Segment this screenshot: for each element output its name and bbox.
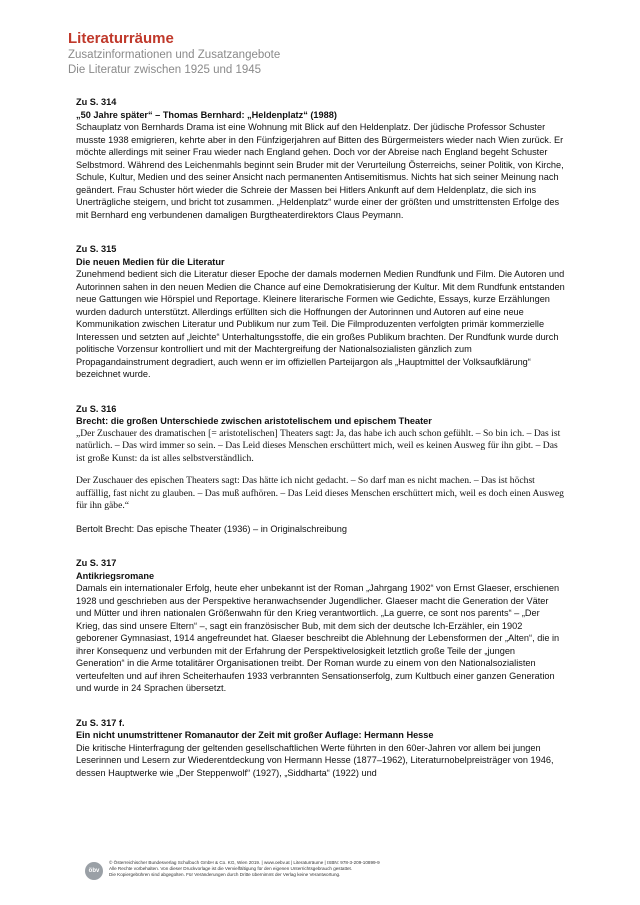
section-brecht xyxy=(76,403,566,536)
page-reference: Zu S. 316 xyxy=(76,403,117,414)
page-reference: Zu S. 317 f. xyxy=(76,717,125,728)
page-reference: Zu S. 317 xyxy=(76,558,117,568)
footer-line-2: Alle Rechte vorbehalten. Von dieser Druckvorlage ist die Vervielfältigung für den eigenen Unterrichtsgebrauch gestattet. xyxy=(109,866,353,871)
footer-line-3: Die Kopiergebühren sind abgegolten. Für Veränderungen durch Dritte übernimmt der Verlag keine Verantwortung. xyxy=(109,872,341,877)
page-reference: Zu S. 314 xyxy=(76,97,117,107)
section-title: Ein nicht unumstrittener Romanautor der Zeit mit großer Auflage: Hermann Hesse xyxy=(76,730,434,740)
page-header xyxy=(68,30,280,78)
section-title: „50 Jahre später“ – Thomas Bernhard: „Heldenplatz“ (1988) xyxy=(76,109,337,120)
section-text: Damals ein internationaler Erfolg, heute eher unbekannt ist der Roman „Jahrgang 1902“ von Ernst Glaeser, erschienen 1928 und geschrieben aus der Perspektive heranwachsender Jugendlicher. Glaeser macht die Generation der Väter und Mütter und ihren nationalen Größenwahn für den Krieg verantwortlich. „La guerre, ce sont nos parents“ – „Der Krieg, das sind unsere Eltern“ –, sagt ein französischer Bub, mit dem sich der deutsche Ich-Erzähler, ein 1902 geborener Gymnasiast, 1914 angefreundet hat. Glaeser beschreibt die Ablehnung der Lebensformen der „Alten“, die in ihrer Konsequenz und verbunden mit der Erfahrung der Perspektivelosigkeit letztlich große Teile der „jungen Generation“ in die Arme totalitärer Organisationen treibt. Der Roman wurde zu einem von den Nationalsozialisten verteufelten und auf ihren Scheiterhaufen 1933 verbrannten Sensationserfolg, zum Kultbuch einer ganzen Generation und wurde in 24 Sprachen übersetzt. xyxy=(76,583,560,693)
copyright-notice xyxy=(109,860,380,878)
quote-paragraph-1: „Der Zuschauer des dramatischen [= aristotelischen] Theaters sagt: Ja, das habe ich auch schon gefühlt. – So bin ich. – Das ist natürlich. – Das wird immer so sein. – Das Leid dieses Menschen erschüttert mich, weil es keinen Ausweg für ihn gibt. – Das ist große Kunst: da ist alles selbstverständlich. xyxy=(76,427,561,464)
document-body xyxy=(76,96,566,801)
section-title: Antikriegsromane xyxy=(76,570,155,581)
section-text: Die kritische Hinterfragung der geltenden gesellschaftlichen Werte führten in den 60er-Jahren vor allem bei jungen Leserinnen und Lesern zur Wiederentdeckung von Hermann Hesse (1877–1962), Literaturnobelpreisträger von 1946, dessen Hauptwerke wie „Der Steppenwolf“ (1927), „Siddharta“ (1922) und xyxy=(76,742,554,778)
quote-paragraph-2: Der Zuschauer des epischen Theaters sagt: Das hätte ich nicht gedacht. – So darf man es nicht machen. – Das ist höchst auffällig, fast nicht zu glauben. – Das muß aufhören. – Das Leid dieses Menschen erschüttert mich, weil es doch einen Ausweg für ihn gäbe.“ xyxy=(76,475,564,511)
section-title: Die neuen Medien für die Literatur xyxy=(76,256,225,267)
section-heldenplatz xyxy=(76,96,566,221)
section-text: Schauplatz von Bernhards Drama ist eine Wohnung mit Blick auf den Heldenplatz. Der jüdische Professor Schuster musste 1938 emigrieren, kehrte aber in den Fünfzigerjahren auf Bitten des Bürgermeisters wieder nach Wien zurück. Er möchte allerdings mit seiner Frau wieder nach England gehen. Doch vor der Abreise nach England begeht Schuster Selbstmord. Während des Leichenmahls beginnt sein Bruder mit der Verurteilung Österreichs, seiner Politik, von Kirche, Schule, Kultur, Medien und des seiner Ansicht nach permanenten Antisemitismus. Nichts hat sich seiner Meinung nach geändert. Frau Schuster hört wieder die Schreie der Massen bei Hitlers Ankunft auf dem Heldenplatz, die sich ins Unerträgliche steigern, und bricht tot zusammen. „Heldenplatz“ wurde einer der größten und umstrittensten Erfolge des mit Bernhard eng verbundenen damaligen Burgtheaterdirektors Claus Peymann. xyxy=(76,122,564,220)
header-subtitle-2: Die Literatur zwischen 1925 und 1945 xyxy=(68,64,262,76)
page-reference: Zu S. 315 xyxy=(76,244,117,254)
section-neue-medien xyxy=(76,243,566,381)
footer-line-1: © Österreichischer Bundesverlag Schulbuch GmbH & Co. KG, Wien 2019. | www.oebv.at | Literaturräume | ISBN: 978-3-209-10899-9 xyxy=(109,860,380,865)
quote-source: Bertolt Brecht: Das epische Theater (1936) – in Originalschreibung xyxy=(76,523,348,534)
header-subtitle-1: Zusatzinformationen und Zusatzangebote xyxy=(68,49,281,61)
section-hesse xyxy=(76,717,566,780)
publisher-logo: öbv xyxy=(85,862,103,880)
page-footer xyxy=(85,860,380,880)
section-text: Zunehmend bedient sich die Literatur dieser Epoche der damals modernen Medien Rundfunk und Film. Die Autoren und Autorinnen sahen in den neuen Medien die Chance auf eine Demokratisierung der Kultur. Mit dem Rundfunk entstanden neue Gattungen wie Hörspiel und Reportage. Kleinere literarische Formen wie Gedichte, Essays, kurze Erzählungen wurden dadurch unterstützt. Allerdings erfüllten sich die Hoffnungen der Autorinnen und Autoren auf eine neue Kommunikation zwischen Literatur und Publikum nur zum Teil. Die Filmproduzenten verfolgten primär kommerzielle Interessen und setzten auf „leichte“ Unterhaltungsstoffe, die ein großes Publikum brachten. Der Rundfunk wurde durch politische Vorzensur kontrolliert und mit der Machtergreifung der Nationalsozialisten gänzlich zum Propagandainstrument degradiert, auch wenn er im offiziellen Parteijargon als „Hauptmittel der Volksaufklärung“ bezeichnet wurde. xyxy=(76,269,565,379)
section-antikriegsromane xyxy=(76,557,566,695)
brand-title: Literaturräume xyxy=(68,30,174,47)
section-title: Brecht: die großen Unterschiede zwischen aristotelischem und epischem Theater xyxy=(76,416,432,426)
